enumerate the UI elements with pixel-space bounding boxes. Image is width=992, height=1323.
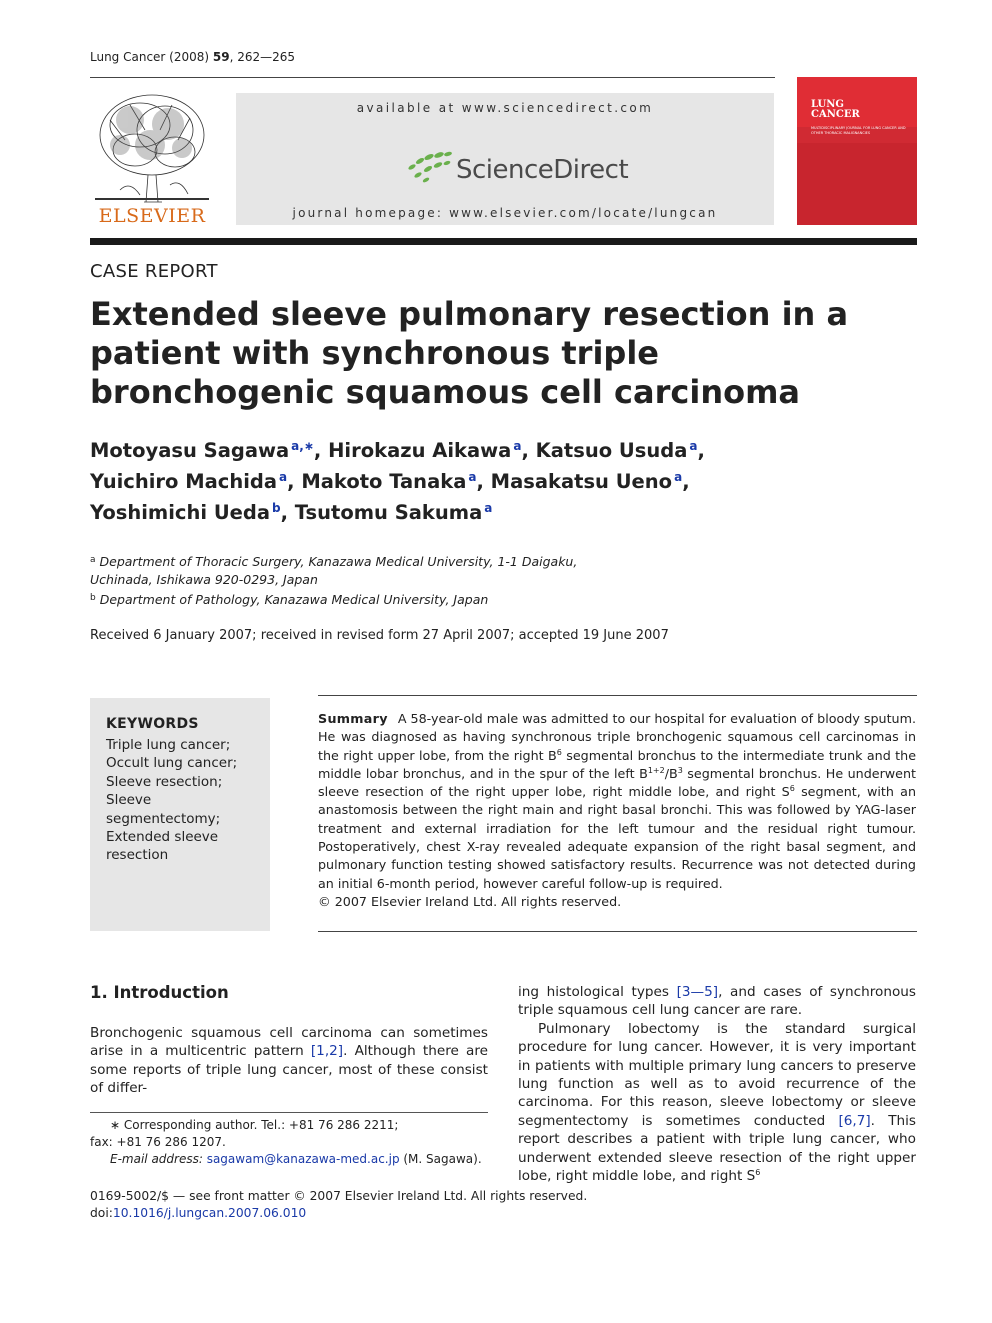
author: Yoshimichi Ueda — [90, 501, 270, 524]
keyword: Sleeve resection; — [106, 773, 223, 790]
affiliation-a-cont: Uchinada, Ishikawa 920-0293, Japan — [90, 572, 318, 587]
corresponding-author-footnote: ∗ Corresponding author. Tel.: +81 76 286 2211; fax: +81 76 286 1207. E-mail address: sagawam@kanazawa-med.ac.jp (M. Sagawa). — [90, 1118, 482, 1166]
affiliations — [90, 551, 910, 609]
summary-copyright: © 2007 Elsevier Ireland Ltd. All rights reserved. — [318, 894, 622, 909]
body-column-left: Bronchogenic squamous cell carcinoma can sometimes arise in a multicentric pattern [1,2]. Although there are some reports of triple lung cancer, most of these consist of differ- — [90, 1025, 488, 1097]
keyword: Sleeve — [106, 792, 152, 809]
keyword: Occult lung cancer; — [106, 755, 238, 772]
header-thick-rule — [90, 238, 917, 245]
citation-volume: 59 — [212, 50, 230, 64]
summary-text: Summary A 58-year-old male was admitted to our hospital for evaluation of bloody sputum. He was diagnosed as having synchronous triple bronchogenic squamous cell carcinomas in the right upper lobe, from the right $B^6$ segmental bronchus to the intermediate trunk and the middle lobar bronchus, and in the spur of the left $B^{1+2}/B^3$ segmental bronchus. He underwent sleeve resection of the right upper lobe, right middle lobe, and right $S^6$ segment, with an anastomosis between the right main and right basal bronchi. This was followed by YAG-laser treatment and external irradiation for the left tumour and the residual right tumour. Postoperatively, chest X-ray revealed adequate expansion of the right basal segment, and pulmonary function testing showed satisfactory results. Recurrence was not detected during an initial 6-month period, however careful follow-up is required. — [318, 711, 917, 891]
author-affil-link[interactable]: a — [279, 470, 288, 484]
author: Tsutomu Sakuma — [294, 501, 483, 524]
author-list: Motoyasu Sagawa $^{a,∗}$, Hirokazu Aikawa $^a$, Katsuo Usuda $^a$, Yuichiro Machida $^a$, Makoto Tanaka $^a$, Masakatsu Ueno $^a$, Yoshimichi Ueda $^b$, Tsutomu Sakuma $^a$ — [90, 439, 705, 524]
affiliation-b: $^b$ Department of Pathology, Kanazawa Medical University, Japan — [90, 592, 489, 607]
received-dates: Received 6 January 2007; received in revised form 27 April 2007; accepted 19 June 2007 — [90, 628, 669, 643]
front-matter: 0169-5002/$ — see front matter © 2007 Elsevier Ireland Ltd. All rights reserved. doi:10.1016/j.lungcan.2007.06.010 — [90, 1189, 588, 1220]
summary-label: Summary — [318, 711, 388, 726]
keyword: Extended sleeve — [106, 829, 219, 846]
article-title: Extended sleeve pulmonary resection in a patient with synchronous triple bronchogenic squamous cell carcinoma — [90, 295, 849, 411]
citation-journal: Lung Cancer (2008) — [90, 50, 213, 64]
author-affil-link[interactable]: a — [468, 470, 477, 484]
publisher-name: ELSEVIER — [98, 205, 206, 227]
cover-title: LUNG CANCER — [811, 99, 860, 120]
author: Motoyasu Sagawa — [90, 439, 290, 462]
cover-subtitle: MULTIDISCIPLINARY JOURNAL FOR LUNG CANCER AND OTHER THORACIC MALIGNANCIES — [811, 126, 906, 135]
citation-link[interactable]: [1,2] — [310, 1043, 344, 1060]
doi-link[interactable]: 10.1016/j.lungcan.2007.06.010 — [112, 1206, 307, 1220]
summary-rule-top — [318, 695, 917, 696]
header-rule — [90, 77, 775, 78]
section-heading-introduction: 1. Introduction — [90, 983, 229, 1002]
author: Makoto Tanaka — [301, 470, 467, 493]
citation-pages: , 262—265 — [229, 50, 296, 64]
author: Yuichiro Machida — [90, 470, 278, 493]
author-affil-link[interactable]: a — [484, 501, 493, 515]
author-affil-link[interactable]: a,∗ — [291, 439, 314, 453]
keywords-box — [90, 698, 270, 931]
keywords-heading: KEYWORDS — [106, 716, 199, 732]
author-affil-link[interactable]: b — [272, 501, 281, 515]
journal-citation — [90, 50, 295, 64]
keywords-list — [106, 736, 266, 865]
keyword: resection — [106, 847, 169, 864]
summary-rule-bottom — [318, 931, 917, 932]
author: Katsuo Usuda — [535, 439, 688, 462]
sciencedirect-leaf-icon — [404, 145, 454, 185]
citation-link[interactable]: [6,7] — [838, 1112, 871, 1129]
journal-cover[interactable] — [797, 77, 917, 225]
author-affil-link[interactable]: a — [513, 439, 522, 453]
available-at-link[interactable]: available at www.sciencedirect.com — [356, 101, 654, 115]
author-affil-link[interactable]: a — [674, 470, 683, 484]
body-column-right: ing histological types [3—5], and cases of synchronous triple squamous cell lung cancer are rare. Pulmonary lobectomy is the standard surgical procedure for lung cancer. However, it is very important in patients with multiple primary lung cancers to preserve lung function as well as to avoid recurrence of the carcinoma. For this reason, sleeve lobectomy or sleeve segmentectomy is sometimes conducted [6,7]. This report describes a patient with triple lung cancer, who underwent extended sleeve resection of the right upper lobe, right middle lobe, and right $S^6$ — [518, 984, 917, 1185]
footnote-rule — [90, 1112, 488, 1113]
cover-band — [797, 143, 917, 225]
author: Masakatsu Ueno — [490, 470, 673, 493]
article-type: CASE REPORT — [90, 261, 218, 282]
author-affil-link[interactable]: a — [689, 439, 698, 453]
sciencedirect-banner — [236, 93, 774, 225]
author-email-link[interactable]: sagawam@kanazawa-med.ac.jp — [206, 1152, 400, 1166]
sciencedirect-wordmark: ScienceDirect — [456, 155, 629, 185]
author: Hirokazu Aikawa — [328, 439, 512, 462]
keyword: segmentectomy; — [106, 810, 221, 827]
citation-link[interactable]: [3—5] — [676, 984, 719, 1000]
journal-homepage-link[interactable]: journal homepage: www.elsevier.com/locate/lungcan — [292, 206, 718, 220]
keyword: Triple lung cancer; — [106, 737, 231, 753]
affiliation-a: $^a$ Department of Thoracic Surgery, Kanazawa Medical University, 1-1 Daigaku, — [90, 554, 578, 569]
